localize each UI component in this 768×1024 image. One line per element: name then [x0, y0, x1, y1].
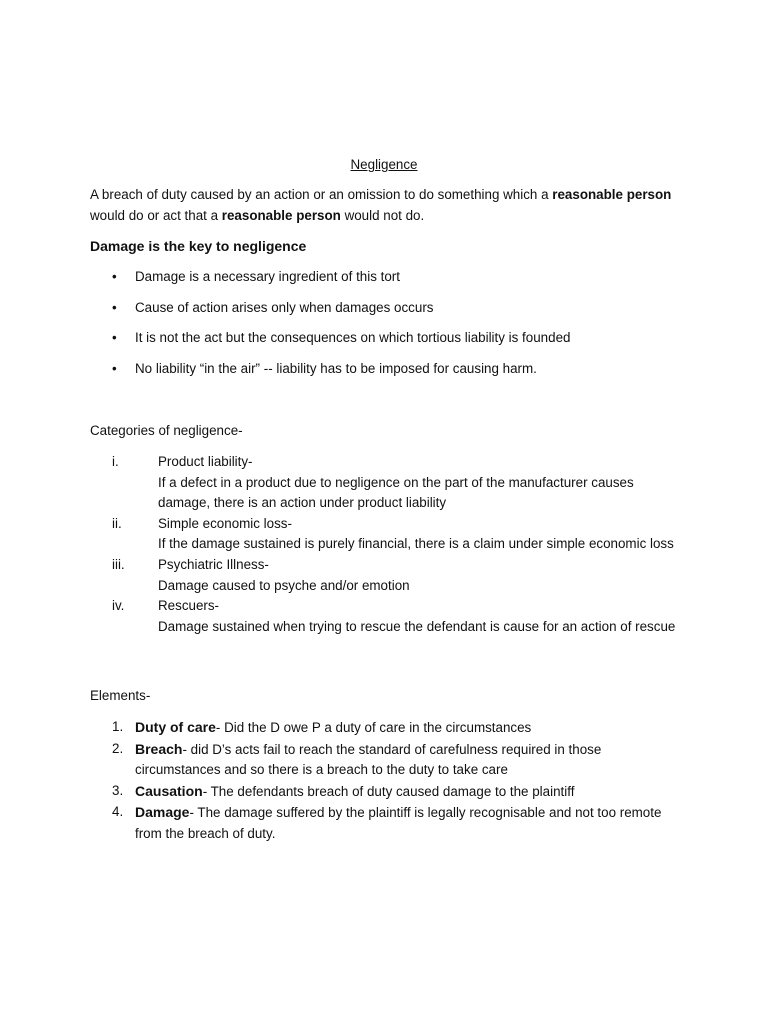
list-item-text: Damage is a necessary ingredient of this tort [135, 269, 400, 284]
definition-bold-term: reasonable person [552, 187, 672, 202]
list-numeral: iv. [112, 598, 125, 614]
category-title: Simple economic loss- [158, 515, 292, 531]
categories-list [90, 452, 680, 637]
list-numeral: ii. [112, 515, 122, 531]
list-item [90, 596, 680, 637]
list-numeral: i. [112, 454, 119, 469]
element-term: Causation [135, 782, 203, 799]
list-item [90, 781, 680, 803]
definition-paragraph [90, 185, 680, 226]
category-text: Damage caused to psyche and/or emotion [158, 577, 410, 593]
element-term: Breach [135, 740, 183, 757]
bullet-marker: • [112, 330, 117, 346]
category-text: Damage sustained when trying to rescue the defendant is cause for an action of rescue [158, 618, 676, 634]
category-title: Product liability- [158, 454, 253, 469]
bullet-list [90, 268, 690, 391]
list-item-text: Cause of action arises only when damages occurs [135, 299, 434, 315]
definition-bold-term: reasonable person [221, 207, 341, 223]
list-numeral: iii. [112, 556, 125, 572]
definition-text: A breach of duty caused by an action or an omission to do something which a [90, 187, 553, 202]
list-item [90, 329, 690, 360]
bullet-marker: • [112, 269, 117, 284]
category-title: Psychiatric Illness- [158, 556, 269, 572]
list-item [90, 452, 680, 514]
list-number: 4. [112, 804, 124, 819]
list-item-text: It is not the act but the consequences on which tortious liability is founded [135, 330, 571, 346]
list-item [90, 717, 680, 739]
elements-label: Elements- [90, 688, 151, 703]
element-text: - The defendants breach of duty caused damage to the plaintiff [202, 783, 575, 799]
list-item [90, 360, 690, 391]
element-text: - The damage suffered by the plaintiff is legally recognisable and not too remote from the breach of duty. [135, 805, 662, 841]
list-item [90, 555, 680, 596]
definition-text: would not do. [340, 207, 425, 223]
list-item [90, 739, 680, 781]
list-number: 1. [112, 719, 124, 734]
list-number: 2. [112, 740, 124, 756]
element-term: Damage [135, 804, 190, 820]
list-item [90, 268, 690, 299]
category-text: If the damage sustained is purely financial, there is a claim under simple economic loss [158, 536, 674, 552]
bullet-marker: • [112, 299, 117, 315]
element-text: - did D’s acts fail to reach the standard of carefulness required in those circumstances and so there is a breach to the duty to take care [135, 741, 602, 777]
list-item [90, 802, 680, 844]
list-item-text: No liability “in the air” -- liability has to be imposed for causing harm. [135, 361, 537, 377]
category-text: If a defect in a product due to negligence on the part of the manufacturer causes damage, there is an action under product liability [158, 474, 634, 511]
list-item [90, 299, 690, 330]
categories-label: Categories of negligence- [90, 423, 243, 438]
page-title: Negligence [350, 157, 418, 172]
list-number: 3. [112, 782, 124, 798]
list-item [90, 514, 680, 555]
bullet-marker: • [112, 361, 117, 377]
element-text: - Did the D owe P a duty of care in the circumstances [215, 720, 532, 735]
definition-text: would do or act that a [90, 207, 222, 223]
section-heading: Damage is the key to negligence [90, 238, 307, 254]
element-term: Duty of care [135, 719, 216, 735]
elements-list [90, 717, 680, 844]
category-title: Rescuers- [158, 598, 220, 614]
